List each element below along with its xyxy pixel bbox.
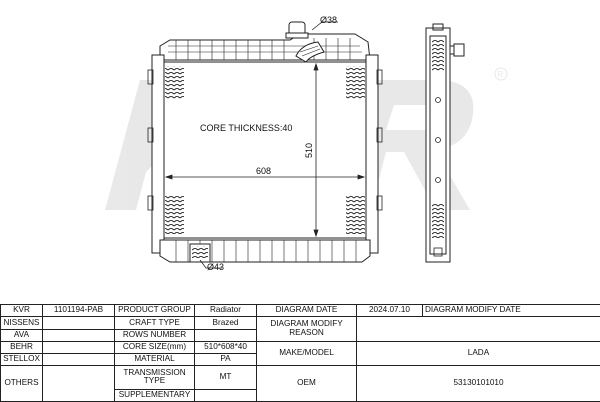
core-size-value: 510*608*40 (195, 341, 257, 353)
brand-stellox-code (43, 354, 115, 366)
core-size-label: CORE SIZE(mm) (115, 341, 195, 353)
brand-ava-code (43, 329, 115, 341)
brand-kvr-code: 1101194-PAB (43, 305, 115, 317)
product-group-value: Radiator (195, 305, 257, 317)
brand-kvr: KVR (1, 305, 43, 317)
diagram-date-value: 2024.07.10 (357, 305, 423, 317)
radiator-front-view (148, 22, 382, 262)
product-group-label: PRODUCT GROUP (115, 305, 195, 317)
brand-others: OTHERS (1, 366, 43, 402)
transmission-type-label: TRANSMISSION TYPE (115, 366, 195, 389)
craft-type-value: Brazed (195, 317, 257, 329)
radiator-side-view (426, 24, 464, 262)
diagram-modify-date-label: DIAGRAM MODIFY DATE (423, 305, 600, 317)
make-model-value: LADA (357, 341, 600, 366)
inlet-diameter-label: Ø38 (320, 15, 338, 25)
material-value: PA (195, 354, 257, 366)
brand-ava: AVA (1, 329, 43, 341)
top-tank (160, 34, 370, 60)
brand-nissens-code (43, 317, 115, 329)
diagram-modify-reason-label: DIAGRAM MODIFY REASON (257, 317, 357, 342)
height-dimension-label: 510 (304, 142, 314, 158)
craft-type-label: CRAFT TYPE (115, 317, 195, 329)
core (164, 62, 366, 238)
rows-number-value (195, 329, 257, 341)
oem-value: 53130101010 (357, 366, 600, 402)
right-side-plate (366, 55, 378, 253)
left-side-plate (152, 55, 164, 253)
brand-nissens: NISSENS (1, 317, 43, 329)
brand-behr-code (43, 341, 115, 353)
material-label: MATERIAL (115, 354, 195, 366)
outlet-diameter-label: Ø43 (207, 262, 225, 272)
registered-mark: R (497, 70, 504, 79)
oem-label: OEM (257, 366, 357, 402)
diagram-date-label: DIAGRAM DATE (257, 305, 357, 317)
transmission-type-value: MT (195, 366, 257, 389)
supplementary-value (195, 389, 257, 401)
core-thickness-label: CORE THICKNESS:40 (200, 123, 293, 133)
brand-behr: BEHR (1, 341, 43, 353)
spec-table (0, 304, 600, 402)
width-dimension-label: 608 (256, 166, 272, 176)
brand-others-code (43, 366, 115, 402)
supplementary-label: SUPPLEMENTARY (115, 389, 195, 401)
make-model-label: MAKE/MODEL (257, 341, 357, 366)
brand-stellox: STELLOX (1, 354, 43, 366)
rows-number-label: ROWS NUMBER (115, 329, 195, 341)
diagram-modify-reason-value (357, 317, 600, 342)
